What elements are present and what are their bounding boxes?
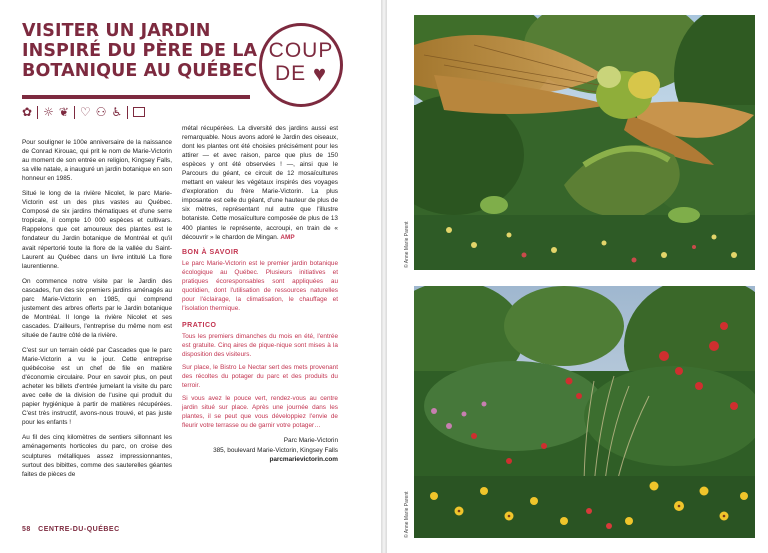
article-column-1 — [22, 138, 172, 485]
bon-a-savoir-box — [182, 248, 338, 313]
pratico-heading: PRATICO — [182, 321, 217, 329]
address-name: Parc Marie-Victorin — [283, 437, 338, 445]
pratico-text: Tous les premiers dimanches du mois en été, l'entrée est gratuite. Cinq aires de pique-nique sont mises à la disposition des visiteurs. — [182, 332, 338, 359]
title-rule — [22, 95, 250, 99]
garden-photo — [414, 286, 755, 538]
icon-separator — [37, 106, 38, 119]
paragraph: Situé le long de la rivière Nicolet, le parc Marie-Victorin est un des plus vastes au Québec. Composé de six jardins thématiques et d'une serre tropicale, il compte 10 000 espèces et cultivars. Rappelons que cet amoureux des plantes est le fondateur du Jardin botanique de Montréal et qu'il avait répertorié toute la flore de la vallée du Saint-Laurent au Québec dans un livre intitulé La flore laurentienne. — [22, 190, 172, 270]
title-line-3: BOTANIQUE AU QUÉBEC — [22, 61, 258, 81]
bon-a-savoir-text: Le parc Marie-Victorin est le premier jardin botanique écologique au Québec. Plusieurs initiatives et pratiques écoresponsables sont appliquées au quotidien, dont l'utilisation de ressources naturelles pour l'éclairage, la climatisation, le chauffage et l'isolation thermique. — [182, 259, 338, 312]
address-block — [182, 436, 338, 463]
pratico-text: Si vous avez le pouce vert, rendez-vous au centre jardin situé sur place. Après une journée dans les plantes, il se peut que vous développiez l'envie de fleurir votre terrasse ou de garnir votre potager… — [182, 395, 338, 430]
paragraph: C'est sur un terrain cédé par Cascades que le parc Marie-Victorin a vu le jour. Cette entreprise québécoise est un chef de file en matière d'économie circulaire. Pour en savoir plus, on peut acheter les billets d'entrée jumelant la visite du parc avec celle de la division de l'usine qui produit du papier hygiénique à partir de matières récupérées. C'est très instructif, avons-nous trouvé, et pas juste pour les enfants ! — [22, 346, 172, 427]
pratico-box — [182, 321, 338, 431]
paragraph: On commence notre visite par le Jardin des cascades, l'un des six premiers jardins aménagés au parc Marie-Victorin en 1985, qui comprend justement des arbres offerts par le Jardin botanique de Montréal. Il longe la rivière Nicolet et ses cascades. D'ailleurs, l'entreprise du même nom est située de l'autre côté de la rivière. — [22, 277, 172, 339]
photo-credit-1: © Anne Marie Parent — [404, 221, 410, 268]
mosaiculture-photo — [414, 15, 755, 270]
paragraph: Pour souligner le 100e anniversaire de la naissance de Conrad Kirouac, qui prit le nom de Marie-Victorin au moment de son entrée en religion, Kingsey Falls, sa ville natale, a inauguré un jardin botanique en son honneur en 1985. — [22, 139, 172, 183]
leaf-icon: ❦ — [58, 105, 69, 119]
title-line-1: VISITER UN JARDIN — [22, 21, 211, 41]
website-link[interactable]: parcmarievictorin.com — [269, 455, 338, 463]
left-page — [0, 0, 381, 553]
icon-separator — [127, 106, 128, 119]
family-icon: ⚇ — [95, 105, 107, 119]
right-page — [387, 0, 768, 553]
icon-separator — [74, 106, 75, 119]
wheelchair-icon: ♿ — [111, 105, 123, 119]
author-sign: AMP — [280, 233, 295, 241]
title-line-2: INSPIRÉ DU PÈRE DE LA — [22, 41, 258, 61]
pratico-text: Sur place, le Bistro Le Nectar sert des mets provenant des récoltes du potager du parc et des produits du terroir. — [182, 364, 338, 390]
badge-line-1: COUP — [268, 39, 334, 62]
paragraph: Au fil des cinq kilomètres de sentiers sillonnant les aménagements horticoles du parc, on croise des sculptures métalliques assez impressionnantes, surtout des bibittes, comme des sauterelles géantes faites de pièces de — [22, 434, 172, 478]
article-column-2 — [182, 124, 338, 464]
page-number: 58 — [22, 526, 31, 533]
building-icon — [133, 107, 145, 117]
photo-credit-2: © Anne Marie Parent — [404, 491, 410, 538]
bon-a-savoir-heading: BON À SAVOIR — [182, 248, 239, 256]
badge-line-2: DE — [274, 62, 307, 85]
article-title — [22, 21, 262, 81]
garden-image — [414, 286, 755, 538]
heart-icon: ♥ — [312, 61, 328, 86]
heart-outline-icon: ♡ — [79, 105, 91, 119]
coup-de-coeur-badge — [259, 23, 343, 107]
region-name: CENTRE-DU-QUÉBEC — [38, 526, 120, 533]
paragraph — [182, 124, 338, 242]
page-footer — [22, 526, 120, 533]
paragraph-text: métal récupérées. La diversité des jardins aussi est remarquable. Nous avons adoré le Jardin des oiseaux, dont les plantes ont été choisies précisément pour les attirer — et avec raison, parce que plus de 150 espèces y ont été observées ! —, ainsi que le Parcours du géant, ce circuit de 12 mosaïcultures mettant en valeur les végétaux inspirés des voyages d'exploration du frère Marie-Victorin. La plus imposante est celle du géant, d'une hauteur de plus de six mètres, représentant nul autre que l'illustre botaniste. Cette mosaïculture composée de plus de 13 400 plantes le représente, accroupi, en train de « découvrir » le chardon de Mingan. — [182, 125, 338, 241]
feature-icons — [22, 104, 145, 120]
flower-icon: ✿ — [22, 105, 33, 119]
mosaiculture-image — [414, 15, 755, 270]
sun-icon: ☼ — [43, 105, 54, 119]
address-street: 385, boulevard Marie-Victorin, Kingsey Falls — [213, 446, 338, 454]
